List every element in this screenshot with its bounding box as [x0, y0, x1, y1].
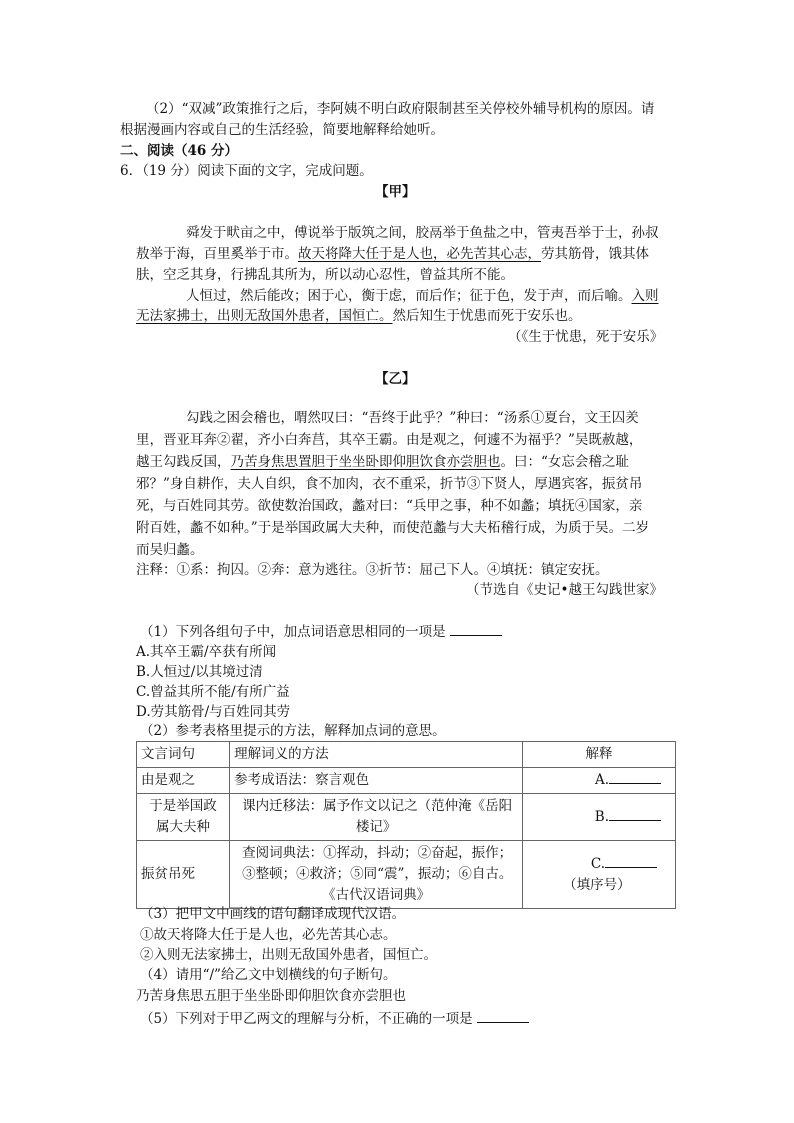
- yi-line-4: 邪？”身自耕作，夫人自织，食不加肉，衣不重采，折节③下贤人，厚遇宾客，振贫吊: [136, 476, 643, 492]
- jia-text: 然后知生于忧患而死于安乐也。: [392, 308, 582, 324]
- yi-line-6: 附百姓，蠡不如种。”于是举国政属大夫种，而使范蠡与大夫柘稽行成，为质于吴。二岁: [136, 520, 650, 536]
- method-cell: [230, 841, 523, 909]
- yi-line-7: 而吴归蠡。: [136, 542, 204, 558]
- method-cell: [230, 794, 523, 841]
- answer-note: （填序号）: [563, 876, 631, 893]
- method-line: 楼记》: [355, 819, 397, 835]
- q6-intro: 6．（19 分）阅读下面的文字，完成问题。: [120, 163, 373, 179]
- jia-p1-line-2: [136, 244, 649, 264]
- answer-blank[interactable]: [609, 808, 661, 821]
- word-cell: [137, 794, 230, 841]
- yi-text: 越王勾践反国，: [136, 454, 231, 470]
- jia-source: （《生于忧患，死于安乐》: [508, 329, 664, 345]
- q1-option-a: A.其卒王霸/卒获有所闻: [136, 644, 277, 660]
- answer-blank[interactable]: [605, 855, 657, 868]
- yi-source: （节选自《史记•越王勾践世家》: [466, 582, 663, 598]
- jia-p2-line-1: [186, 286, 659, 306]
- yi-line-3: [136, 452, 629, 472]
- q5-answer-blank[interactable]: [477, 1010, 529, 1023]
- answer-label: A.: [594, 772, 609, 788]
- q1-stem: [140, 622, 502, 642]
- q5-2-line-1: （2）“双减”政策推行之后，李阿姨不明白政府限制甚至关停校外辅导机构的原因。请: [146, 101, 655, 117]
- answer-label: B.: [594, 808, 609, 825]
- jia-heading: 【甲】: [375, 184, 416, 200]
- yi-text: 。曰：“女忘会稽之耻: [500, 454, 629, 470]
- q3-item-1: ①故天将降大任于是人也，必先苦其心志。: [140, 927, 397, 943]
- yi-underlined-sentence: 乃苦身焦思置胆于坐坐卧即仰胆饮食亦尝胆也: [230, 454, 501, 470]
- yi-line-5: 死，与百姓同其劳。欲使数治国政，蠡对曰：“兵甲之事，种不如蠡；填抚④国家，亲: [136, 498, 643, 514]
- table-row: [137, 841, 676, 909]
- jia-p2-line-2: [136, 306, 582, 326]
- jia-underlined-sentence-2b: 无法家拂士，出则无敌国外患者，国恒亡。: [136, 308, 393, 324]
- header-cell: 解释: [523, 742, 676, 768]
- jia-text: 人恒过，然后能改；困于心，衡于虑，而后作；征于色，发于声，而后喻。: [186, 288, 632, 304]
- table-row: [137, 768, 676, 794]
- q5-2-line-2: 根据漫画内容或自己的生活经验，简要地解释给她听。: [120, 122, 444, 138]
- q4-sentence: 乃苦身焦思五胆于坐坐卧即仰胆饮食亦尝胆也: [136, 988, 406, 1004]
- answer-cell[interactable]: [523, 841, 676, 909]
- q3-item-2: ②入则无法家拂士，出则无敌国外患者，国恒亡。: [140, 947, 437, 963]
- q5-stem-text: （5）下列对于甲乙两文的理解与分析，不正确的一项是: [140, 1011, 473, 1027]
- q1-stem-text: （1）下列各组句子中，加点词语意思相同的一项是: [140, 624, 446, 640]
- q4-stem: （4）请用“/”给乙文中划横线的句子断句。: [140, 967, 397, 983]
- q1-option-b: B.人恒过/以其境过清: [136, 664, 263, 680]
- table-row: [137, 794, 676, 841]
- jia-p1-line-1: 舜发于畎亩之中，傅说举于版筑之间，胶鬲举于鱼盐之中，管夷吾举于士，孙叔: [186, 225, 659, 241]
- method-line: 查阅词典法：①挥动，抖动；②奋起，振作；: [242, 845, 513, 861]
- word-line: 属大夫种: [156, 819, 211, 835]
- q1-answer-blank[interactable]: [450, 623, 502, 636]
- q3-stem: （3）把甲文中画线的语句翻译成现代汉语。: [140, 906, 406, 922]
- q2-table: [136, 741, 676, 909]
- jia-underlined-sentence-1: 故天将降大任于是人也，必先苦其心志，: [298, 246, 541, 262]
- answer-blank[interactable]: [609, 771, 661, 784]
- answer-line: [527, 854, 671, 875]
- word-line: 于是举国政: [149, 798, 217, 814]
- answer-label: C.: [590, 855, 605, 872]
- jia-p1-line-3: 肤，空乏其身，行拂乱其所为，所以动心忍性，曾益其所不能。: [136, 267, 514, 283]
- q1-option-d: D.劳其筋骨/与百姓同其劳: [136, 704, 291, 720]
- q1-option-c: C.曾益其所不能/有所广益: [136, 684, 290, 700]
- header-cell: 理解词义的方法: [230, 742, 523, 768]
- table-header-row: [137, 742, 676, 768]
- method-line: ③整顿；④救济；⑤同“震”，振动；⑥自古。: [242, 866, 513, 882]
- word-cell: 由是观之: [137, 768, 230, 794]
- method-cell: 参考成语法：察言观色: [230, 768, 523, 794]
- section-title: 二、阅读（46 分）: [120, 143, 238, 159]
- yi-notes: 注释：①系：拘囚。②奔：意为逃往。③折节：屈己下人。④填抚：镇定安抚。: [136, 562, 609, 578]
- jia-text: 劳其筋骨，饿其体: [541, 246, 649, 262]
- jia-underlined-sentence-2a: 入则: [631, 288, 659, 304]
- method-line: 《古代汉语词典》: [322, 887, 431, 903]
- yi-line-2: 里，晋亚耳奔②翟，齐小白奔莒，其卒王霸。由是观之，何遽不为福乎？”吴既赦越，: [136, 432, 643, 448]
- word-cell: 振贫吊死: [137, 841, 230, 909]
- answer-cell[interactable]: [523, 794, 676, 841]
- q5-stem: [140, 1009, 529, 1029]
- header-cell: 文言词句: [137, 742, 230, 768]
- yi-heading: 【乙】: [375, 371, 416, 387]
- answer-cell[interactable]: [523, 768, 676, 794]
- method-line: 课内迁移法：属予作文以记之（范仲淹《岳阳: [242, 798, 513, 814]
- q2-stem: （2）参考表格里提示的方法，解释加点词的意思。: [140, 723, 446, 739]
- jia-text: 敖举于海，百里奚举于市。: [136, 246, 298, 262]
- yi-line-1: 勾践之困会稽也，喟然叹曰：“吾终于此乎？”种曰：“汤系①夏台，文王囚羑: [186, 410, 639, 426]
